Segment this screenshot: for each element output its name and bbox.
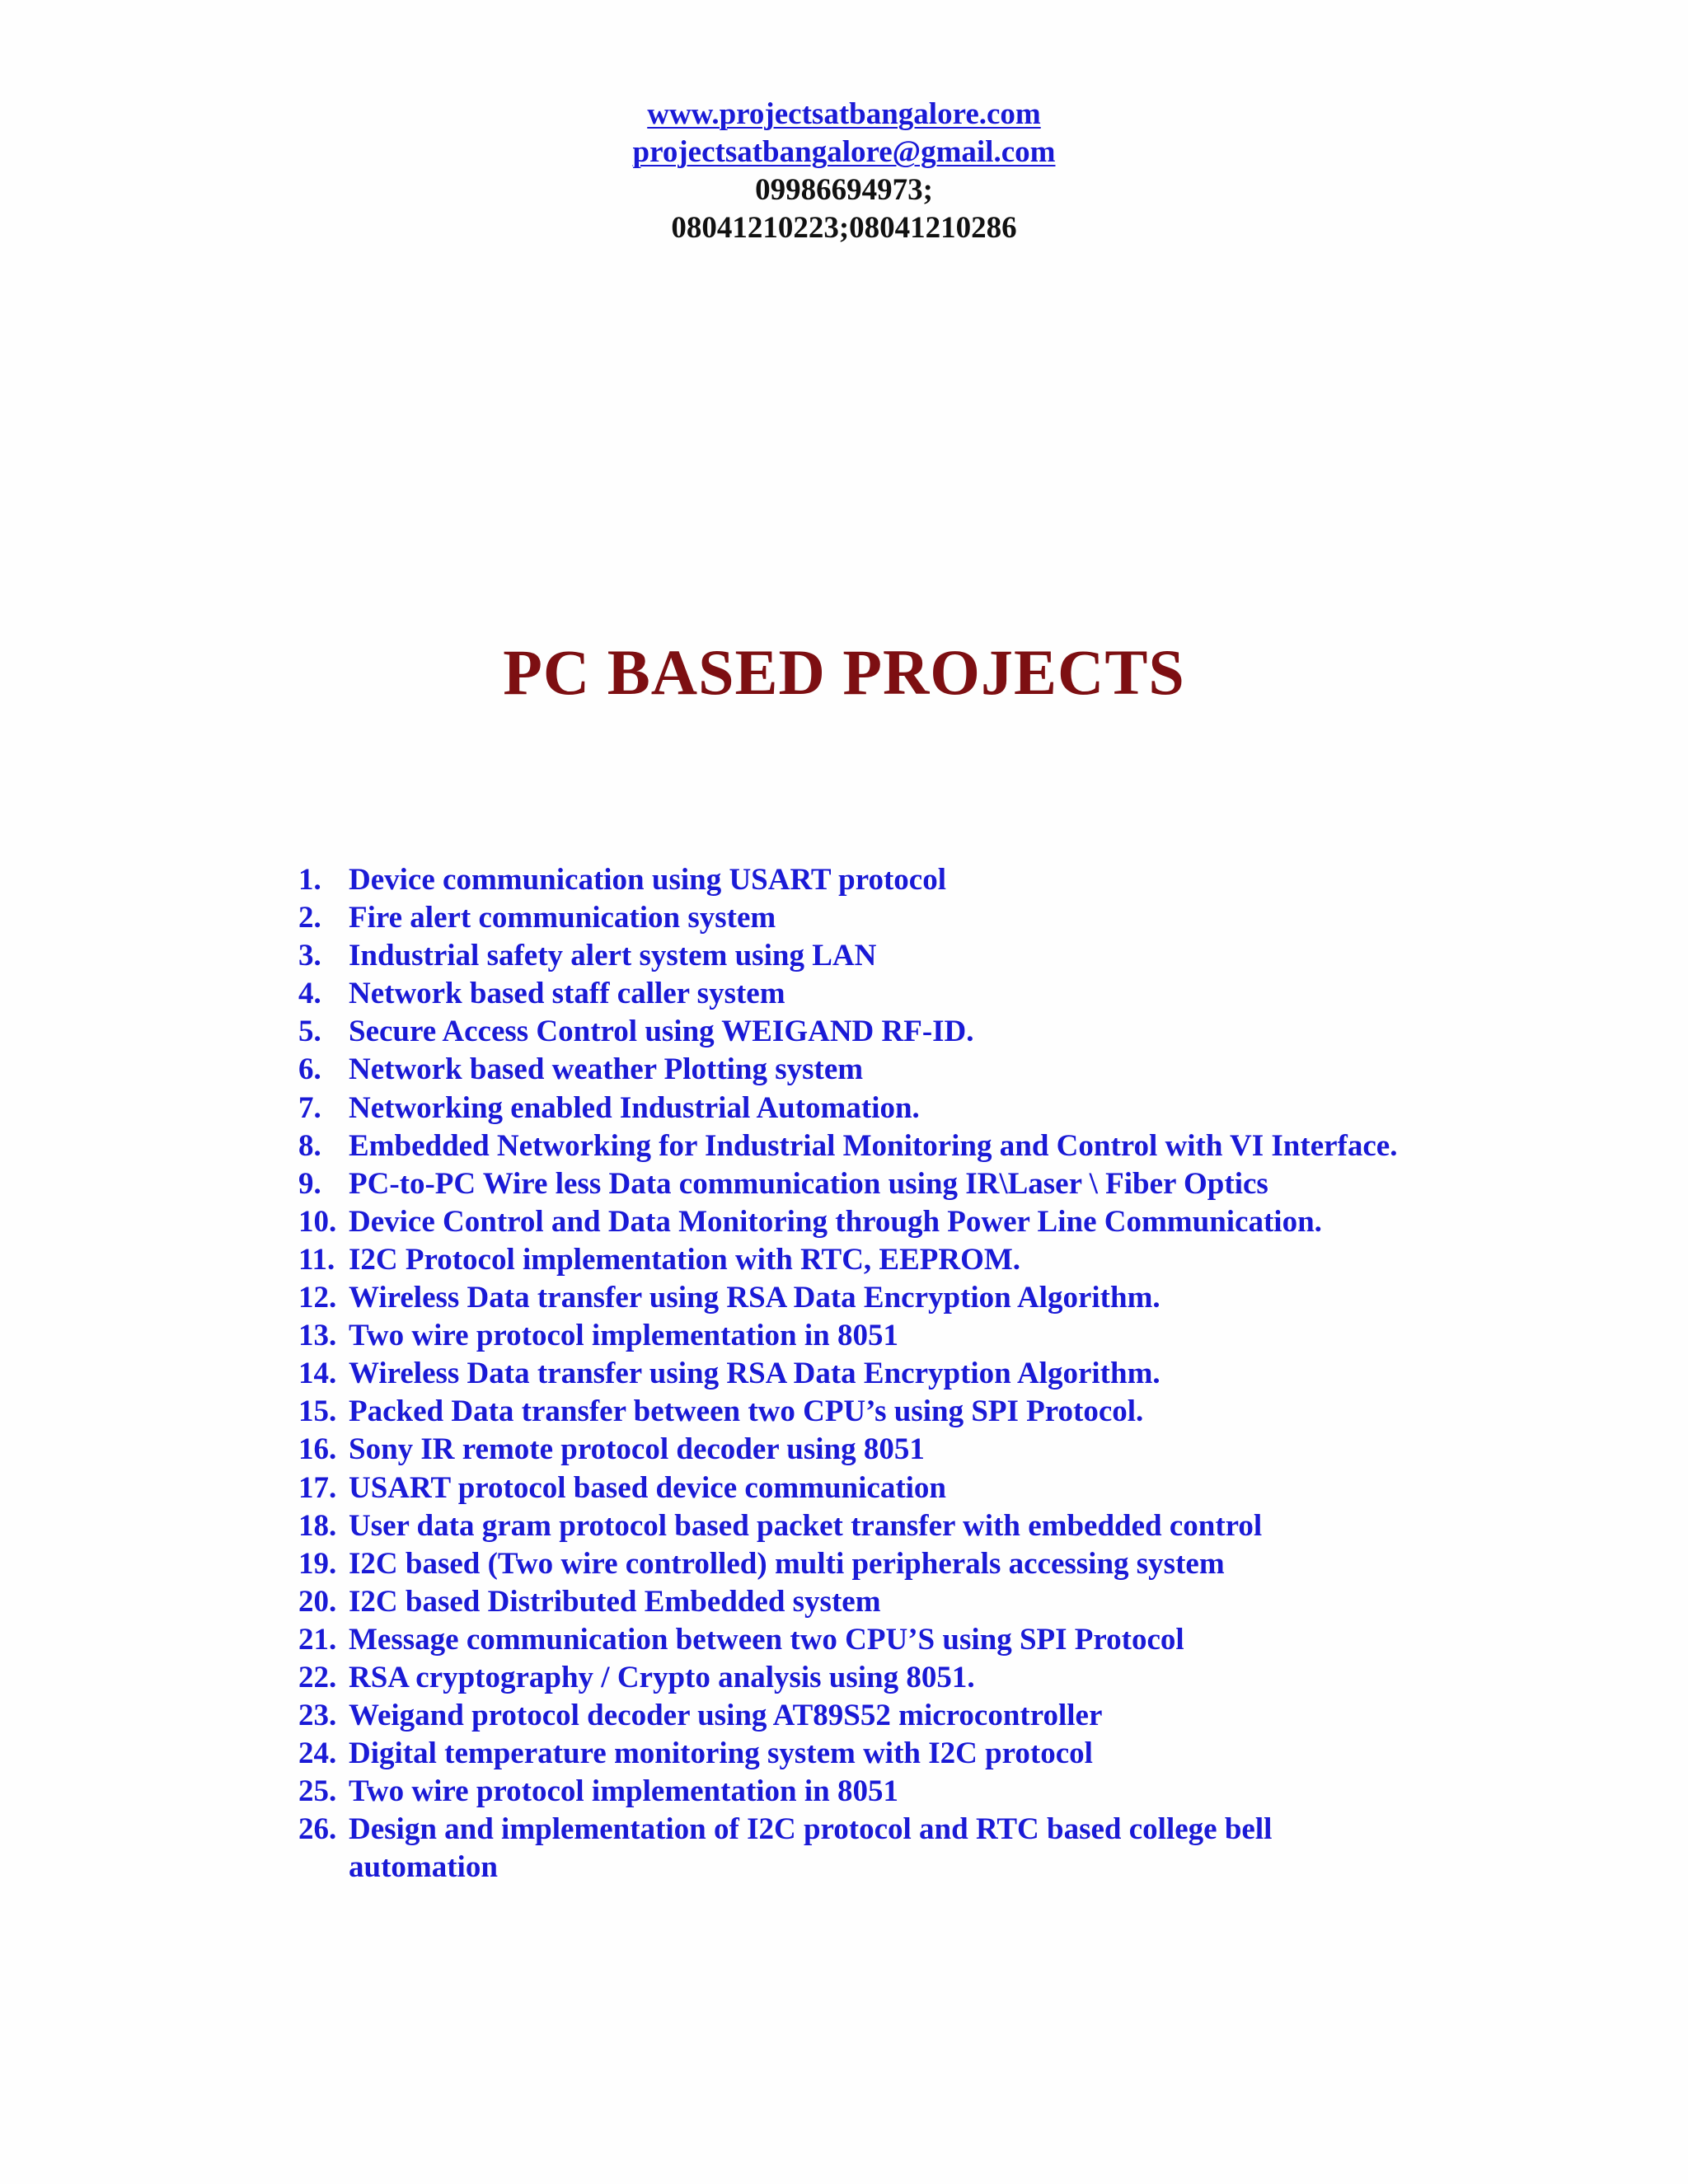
item-text: Two wire protocol implementation in 8051 bbox=[349, 1774, 898, 1809]
list-item bbox=[298, 1355, 1419, 1393]
item-text: Secure Access Control using WEIGAND RF-ID. bbox=[349, 1015, 974, 1049]
list-item bbox=[298, 1393, 1419, 1431]
item-text: Digital temperature monitoring system with I2C protocol bbox=[349, 1736, 1093, 1771]
item-text: USART protocol based device communication bbox=[349, 1470, 947, 1505]
item-number: 18. bbox=[298, 1508, 337, 1543]
item-number: 15. bbox=[298, 1394, 337, 1429]
list-item bbox=[298, 1811, 1419, 1886]
item-number: 11. bbox=[298, 1242, 335, 1277]
list-item bbox=[298, 1735, 1419, 1773]
list-item bbox=[298, 937, 1419, 975]
item-number: 4. bbox=[298, 977, 321, 1011]
item-text: Device communication using USART protocol bbox=[349, 863, 947, 897]
item-text: RSA cryptography / Crypto analysis using 8051. bbox=[349, 1660, 975, 1694]
item-number: 24. bbox=[298, 1736, 337, 1771]
item-number: 7. bbox=[298, 1090, 321, 1125]
list-item bbox=[298, 1317, 1419, 1355]
phone-secondary: 08041210223;08041210286 bbox=[671, 211, 1017, 245]
item-number: 17. bbox=[298, 1470, 337, 1505]
item-text: Two wire protocol implementation in 8051 bbox=[349, 1319, 898, 1353]
item-number: 16. bbox=[298, 1432, 337, 1467]
project-list bbox=[298, 861, 1419, 1887]
item-text: Network based staff caller system bbox=[349, 977, 785, 1011]
item-number: 9. bbox=[298, 1166, 321, 1201]
item-text: User data gram protocol based packet transfer with embedded control bbox=[349, 1508, 1263, 1543]
list-item bbox=[298, 975, 1419, 1013]
item-text: Device Control and Data Monitoring through Power Line Communication. bbox=[349, 1204, 1322, 1239]
item-text: I2C Protocol implementation with RTC, EEPROM. bbox=[349, 1242, 1021, 1277]
list-item bbox=[298, 1165, 1419, 1203]
list-item bbox=[298, 1621, 1419, 1659]
item-number: 5. bbox=[298, 1015, 321, 1049]
list-item bbox=[298, 1241, 1419, 1279]
item-text: Sony IR remote protocol decoder using 8051 bbox=[349, 1432, 925, 1467]
item-text: Packed Data transfer between two CPU’s using SPI Protocol. bbox=[349, 1394, 1144, 1429]
list-item bbox=[298, 1279, 1419, 1317]
list-item bbox=[298, 1545, 1419, 1583]
contact-header bbox=[0, 96, 1688, 247]
item-number: 26. bbox=[298, 1812, 337, 1847]
item-number: 2. bbox=[298, 901, 321, 935]
item-number: 20. bbox=[298, 1584, 337, 1619]
list-item bbox=[298, 1431, 1419, 1469]
list-item bbox=[298, 861, 1419, 899]
item-text: PC-to-PC Wire less Data communication using IR\Laser \ Fiber Optics bbox=[349, 1166, 1268, 1201]
item-number: 3. bbox=[298, 939, 321, 973]
item-text: Network based weather Plotting system bbox=[349, 1052, 864, 1087]
item-text: Fire alert communication system bbox=[349, 901, 776, 935]
item-text: Wireless Data transfer using RSA Data Encryption Algorithm. bbox=[349, 1281, 1160, 1315]
item-text: Embedded Networking for Industrial Monitoring and Control with VI Interface. bbox=[349, 1128, 1398, 1163]
item-text: Design and implementation of I2C protocol and RTC based college bell automation bbox=[349, 1812, 1273, 1885]
item-number: 21. bbox=[298, 1622, 337, 1657]
list-item bbox=[298, 1659, 1419, 1697]
list-item bbox=[298, 1127, 1419, 1165]
item-text: Wireless Data transfer using RSA Data Encryption Algorithm. bbox=[349, 1357, 1160, 1391]
item-text: Weigand protocol decoder using AT89S52 microcontroller bbox=[349, 1699, 1103, 1733]
item-number: 23. bbox=[298, 1699, 337, 1733]
list-item bbox=[298, 1583, 1419, 1621]
list-item bbox=[298, 1203, 1419, 1241]
page-title: PC BASED PROJECTS bbox=[503, 636, 1185, 708]
item-number: 13. bbox=[298, 1319, 337, 1353]
item-text: Networking enabled Industrial Automation. bbox=[349, 1090, 920, 1125]
website-link[interactable]: www.projectsatbangalore.com bbox=[647, 97, 1041, 131]
email-link[interactable]: projectsatbangalore@gmail.com bbox=[632, 135, 1056, 169]
item-number: 19. bbox=[298, 1546, 337, 1581]
list-item bbox=[298, 1507, 1419, 1545]
item-text: I2C based (Two wire controlled) multi peripherals accessing system bbox=[349, 1546, 1225, 1581]
item-number: 22. bbox=[298, 1660, 337, 1694]
list-item bbox=[298, 899, 1419, 937]
list-item bbox=[298, 1090, 1419, 1127]
list-item bbox=[298, 1051, 1419, 1089]
list-item bbox=[298, 1013, 1419, 1051]
list-item bbox=[298, 1773, 1419, 1811]
item-number: 10. bbox=[298, 1204, 337, 1239]
item-number: 12. bbox=[298, 1281, 337, 1315]
item-text: Message communication between two CPU’S using SPI Protocol bbox=[349, 1622, 1184, 1657]
item-number: 8. bbox=[298, 1128, 321, 1163]
item-number: 25. bbox=[298, 1774, 337, 1809]
list-item bbox=[298, 1697, 1419, 1735]
item-number: 1. bbox=[298, 863, 321, 897]
list-item bbox=[298, 1469, 1419, 1507]
item-number: 14. bbox=[298, 1357, 337, 1391]
item-number: 6. bbox=[298, 1052, 321, 1087]
item-text: I2C based Distributed Embedded system bbox=[349, 1584, 881, 1619]
item-text: Industrial safety alert system using LAN bbox=[349, 939, 877, 973]
phone-primary: 09986694973; bbox=[755, 173, 933, 207]
